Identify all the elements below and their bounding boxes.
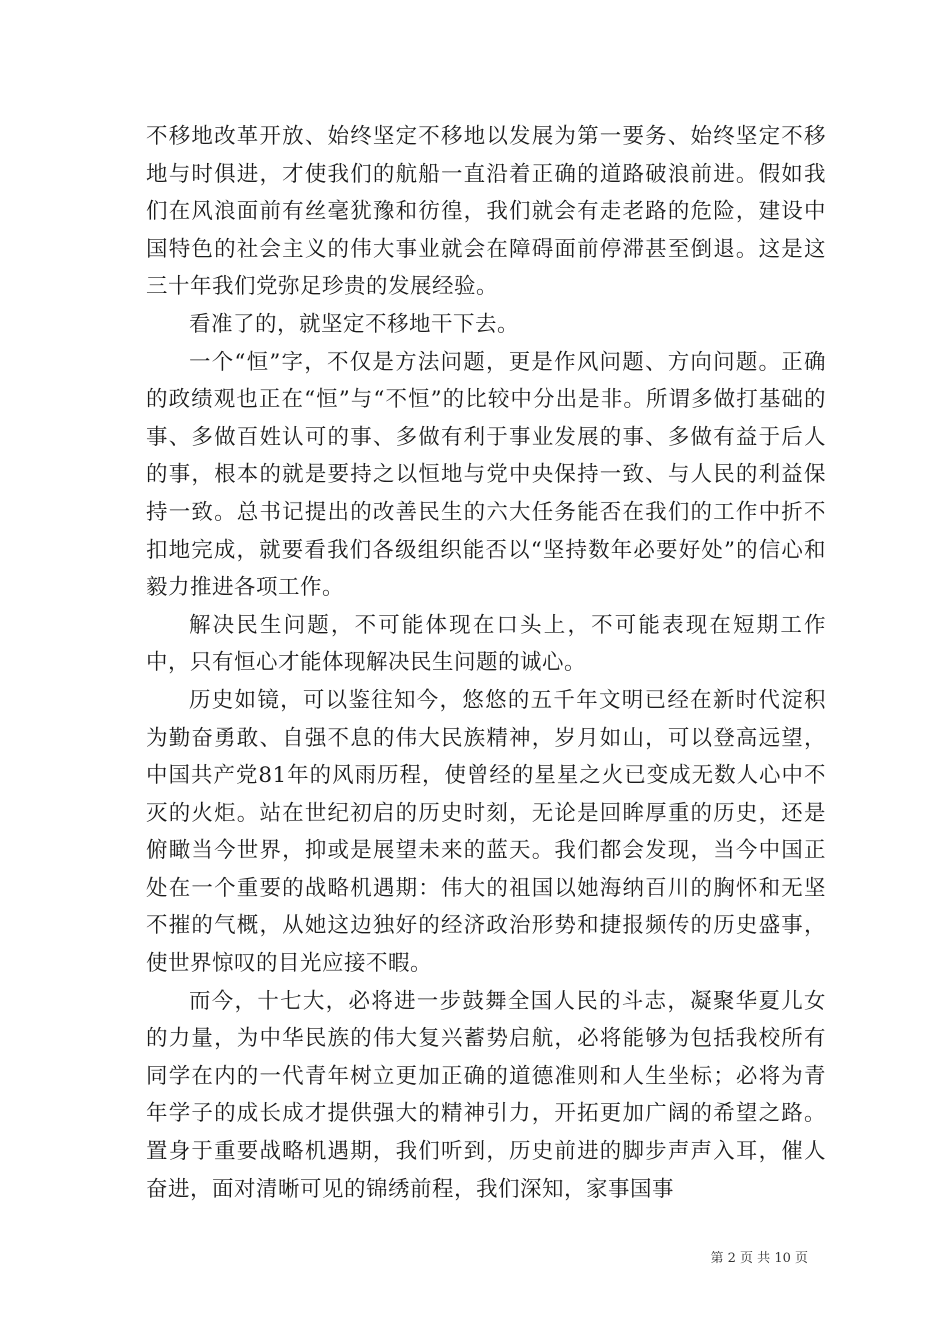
paragraph-2: 看准了的，就坚定不移地干下去。 [189,311,520,337]
document-body [146,118,826,1208]
paragraph-1: 不移地改革开放、始终坚定不移地以发展为第一要务、始终坚定不移地与时俱进，才使我们的航船一直沿着正确的道路破浪前进。假如我们在风浪面前有丝毫犹豫和彷徨，我们就会有走老路的危险，建设中国特色的社会主义的伟大事业就会在障碍面前停滞甚至倒退。这是这三十年我们党弥足珍贵的发展经验。 [146,124,826,300]
paragraph-4: 解决民生问题，不可能体现在口头上，不可能表现在短期工作中，只有恒心才能体现解决民生问题的诚心。 [146,612,826,676]
paragraph-5: 历史如镜，可以鉴往知今，悠悠的五千年文明已经在新时代淀积为勤奋勇敢、自强不息的伟大民族精神，岁月如山，可以登高远望，中国共产党81年的风雨历程，使曾经的星星之火已变成无数人心中不灭的火炬。站在世纪初启的历史时刻，无论是回眸厚重的历史，还是俯瞰当今世界，抑或是展望未来的蓝天。我们都会发现，当今中国正处在一个重要的战略机遇期：伟大的祖国以她海纳百川的胸怀和无坚不摧的气概，从她这边独好的经济政治形势和捷报频传的历史盛事，使世界惊叹的目光应接不暇。 [146,687,826,977]
page-number-footer: 第 2 页 共 10 页 [710,1251,808,1266]
paragraph-3: 一个“恒”字，不仅是方法问题，更是作风问题、方向问题。正确的政绩观也正在“恒”与“不恒”的比较中分出是非。所谓多做打基础的事、多做百姓认可的事、多做有利于事业发展的事、多做有益于后人的事，根本的就是要持之以恒地与党中央保持一致、与人民的利益保持一致。总书记提出的改善民生的六大任务能否在我们的工作中折不扣地完成，就要看我们各级组织能否以“坚持数年必要好处”的信心和毅力推进各项工作。 [146,349,826,601]
paragraph-6: 而今，十七大，必将进一步鼓舞全国人民的斗志，凝聚华夏儿女的力量，为中华民族的伟大复兴蓄势启航，必将能够为包括我校所有同学在内的一代青年树立更加正确的道德准则和人生坐标；必将为青年学子的成长成才提供强大的精神引力，开拓更加广阔的希望之路。置身于重要战略机遇期，我们听到，历史前进的脚步声声入耳，催人奋进，面对清晰可见的锦绣前程，我们深知，家事国事 [146,988,826,1202]
